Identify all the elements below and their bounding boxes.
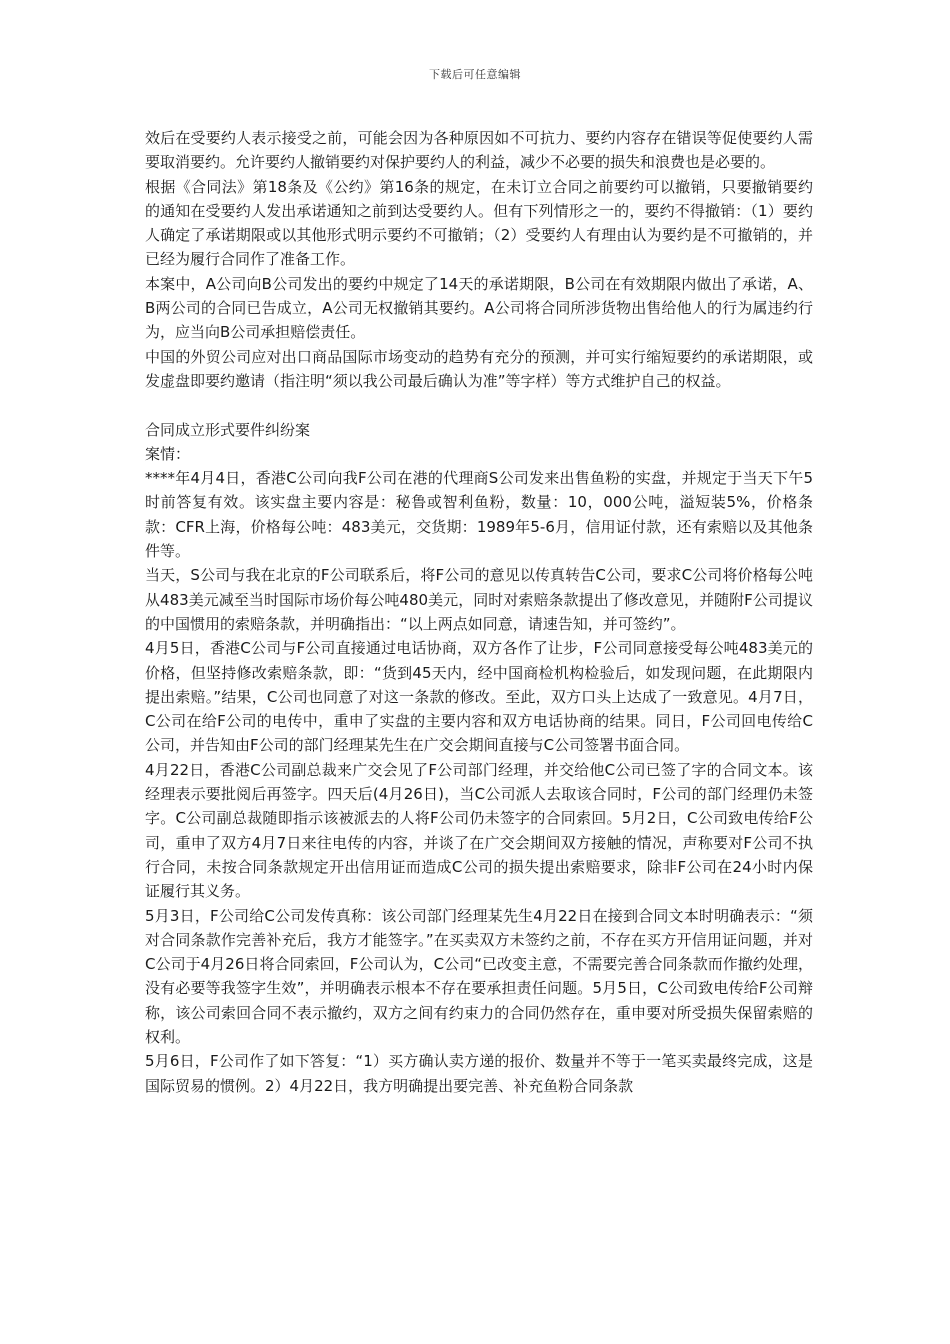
paragraph: 5月3日，F公司给C公司发传真称：该公司部门经理某先生4月22日在接到合同文本时明确表示：“须对合同条款作完善补充后，我方才能签字。”在买卖双方未签约之前，不存在买方开信用证问题，并对C公司于4月26日将合同索回，F公司认为，C公司“已改变主意，不需要完善合同条款而作撤约处理，没有必要等我签字生效”，并明确表示根本不存在要承担责任问题。5月5日，C公司致电传给F公司辩称，该公司索回合同不表示撤约，双方之间有约束力的合同仍然存在，重申要对所受损失保留索赔的权利。 (145, 906, 813, 1046)
section-label: 案情： (145, 444, 191, 463)
section-title: 合同成立形式要件纠纷案 (145, 420, 311, 439)
page-header: 下载后可任意编辑 (429, 68, 521, 81)
blank-line (145, 393, 813, 417)
paragraph: 根据《合同法》第18条及《公约》第16条的规定，在未订立合同之前要约可以撤销，只要撤销要约的通知在受要约人发出承诺通知之前到达受要约人。但有下列情形之一的，要约不得撤销：（1）要约人确定了承诺期限或以其他形式明示要约不可撤销；（2）受要约人有理由认为要约是不可撤销的，并已经为履行合同作了准备工作。 (145, 177, 813, 269)
paragraph: 4月5日，香港C公司与F公司直接通过电话协商，双方各作了让步，F公司同意接受每公吨483美元的价格，但坚持修改索赔条款，即：“货到45天内，经中国商检机构检验后，如发现问题，在此期限内提出索赔。”结果，C公司也同意了对这一条款的修改。至此，双方口头上达成了一致意见。4月7日，C公司在给F公司的电传中，重申了实盘的主要内容和双方电话协商的结果。同日，F公司回电传给C公司，并告知由F公司的部门经理某先生在广交会期间直接与C公司签署书面合同。 (145, 639, 813, 755)
paragraph: 当天，S公司与我在北京的F公司联系后，将F公司的意见以传真转告C公司，要求C公司将价格每公吨从483美元减至当时国际市场价每公吨480美元，同时对索赔条款提出了修改意见，并随附F公司提议的中国惯用的索赔条款，并明确指出：“以上两点如同意，请速告知，并可签约”。 (145, 566, 813, 633)
paragraph: 中国的外贸公司应对出口商品国际市场变动的趋势有充分的预测，并可实行缩短要约的承诺期限，或发虚盘即要约邀请（指注明“须以我公司最后确认为准”等字样）等方式维护自己的权益。 (145, 347, 813, 390)
paragraph: 5月6日，F公司作了如下答复：“1）买方确认卖方递的报价、数量并不等于一笔买卖最终完成，这是国际贸易的惯例。2）4月22日，我方明确提出要完善、补充鱼粉合同条款 (145, 1052, 813, 1095)
paragraph: 本案中，A公司向B公司发出的要约中规定了14天的承诺期限，B公司在有效期限内做出了承诺，A、B两公司的合同已告成立，A公司无权撤销其要约。A公司将合同所涉货物出售给他人的行为属违约行为，应当向B公司承担赔偿责任。 (145, 274, 813, 342)
document-body (145, 126, 813, 1098)
paragraph: 4月22日，香港C公司副总裁来广交会见了F公司部门经理，并交给他C公司已签了字的合同文本。该经理表示要批阅后再签字。四天后(4月26日)，当C公司派人去取该合同时，F公司的部门经理仍未签字。C公司副总裁随即指示该被派去的人将F公司仍未签字的合同索回。5月2日，C公司致电传给F公司，重申了双方4月7日来往电传的内容，并谈了在广交会期间双方接触的情况，声称要对F公司不执行合同，未按合同条款规定开出信用证而造成C公司的损失提出索赔要求，除非F公司在24小时内保证履行其义务。 (145, 760, 813, 901)
paragraph: 效后在受要约人表示接受之前，可能会因为各种原因如不可抗力、要约内容存在错误等促使要约人需要取消要约。允许要约人撤销要约对保护要约人的利益，减少不必要的损失和浪费也是必要的。 (145, 129, 813, 172)
paragraph: ****年4月4日，香港C公司向我F公司在港的代理商S公司发来出售鱼粉的实盘，并规定于当天下午5时前答复有效。该实盘主要内容是：秘鲁或智利鱼粉，数量：10，000公吨，溢短装5%，价格条款：CFR上海，价格每公吨：483美元，交货期：1989年5-6月，信用证付款，还有索赔以及其他条件等。 (145, 469, 813, 561)
